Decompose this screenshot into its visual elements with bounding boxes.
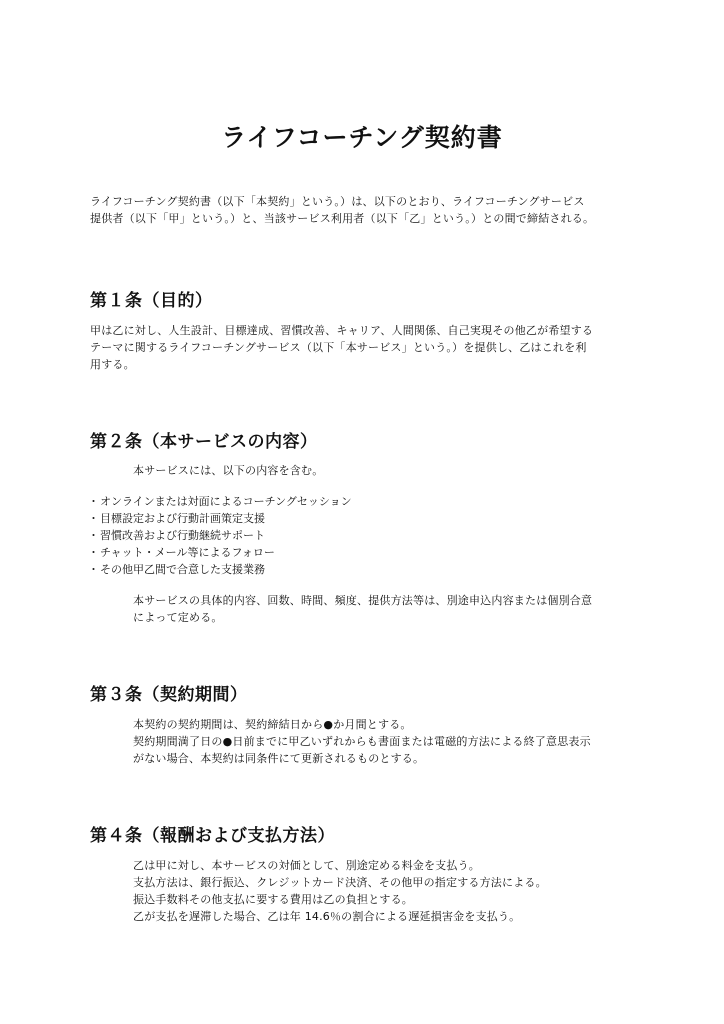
article-3-line: がない場合、本契約は同条件にて更新されるものとする。 [133, 752, 425, 765]
document-title: ライフコーチング契約書 [221, 123, 503, 152]
article-4-heading: 第４条（報酬および支払方法） [90, 826, 335, 846]
article-1-line: 用する。 [90, 358, 135, 371]
list-item-text: その他甲乙間で合意した支援業務 [100, 563, 265, 576]
article-2-closing-line: 本サービスの具体的内容、回数、時間、頻度、提供方法等は、別途申込内容または個別合意 [133, 594, 593, 607]
article-4-line: 振込手数料その他支払に要する費用は乙の負担とする。 [133, 893, 413, 906]
list-item-text: チャット・メール等によるフォロー [100, 546, 275, 559]
intro-line: 提供者（以下「甲」という。）と、当該サービス利用者（以下「乙」という。）との間で締結される。 [90, 212, 595, 225]
list-item [88, 493, 352, 510]
list-item-text: 習慣改善および行動継続サポート [100, 529, 265, 542]
list-item [88, 527, 352, 544]
list-item [88, 544, 352, 561]
article-4-line: 乙が支払を遅滞した場合、乙は年 14.6％の割合による遅延損害金を支払う。 [133, 910, 521, 923]
intro-paragraph [90, 193, 650, 227]
article-4-body [133, 857, 547, 925]
list-item [88, 510, 352, 527]
bullet-marker: ・ [88, 512, 99, 525]
article-1-heading: 第１条（目的） [90, 291, 213, 311]
bullet-marker: ・ [88, 546, 99, 559]
article-2-lead-line: 本サービスには、以下の内容を含む。 [133, 464, 324, 477]
article-2-heading: 第２条（本サービスの内容） [90, 432, 318, 452]
bullet-marker: ・ [88, 495, 99, 508]
article-2-closing [133, 592, 592, 626]
list-item-text: 目標設定および行動計画策定支援 [100, 512, 265, 525]
intro-line: ライフコーチング契約書（以下「本契約」という。）は、以下のとおり、ライフコーチングサービス [90, 195, 585, 208]
article-1-line: 甲は乙に対し、人生設計、目標達成、習慣改善、キャリア、人間関係、自己実現その他乙が希望する [90, 324, 594, 337]
article-3-heading: 第３条（契約期間） [90, 685, 248, 705]
article-4-line: 支払方法は、銀行振込、クレジットカード決済、その他甲の指定する方法による。 [133, 876, 547, 889]
bullet-marker: ・ [88, 563, 99, 576]
article-3-body [133, 716, 591, 767]
article-4-line: 乙は甲に対し、本サービスの対価として、別途定める料金を支払う。 [133, 859, 480, 872]
service-content-list [88, 493, 352, 578]
article-1-body [90, 322, 593, 373]
list-item [88, 561, 352, 578]
article-1-line: テーマに関するライフコーチングサービス（以下「本サービス」という。）を提供し、乙はこれを利 [90, 341, 587, 354]
bullet-marker: ・ [88, 529, 99, 542]
article-3-line: 本契約の契約期間は、契約締結日から●か月間とする。 [133, 718, 412, 731]
list-item-text: オンラインまたは対面によるコーチングセッション [100, 495, 352, 508]
article-2-closing-line: によって定める。 [133, 611, 223, 624]
article-3-line: 契約期間満了日の●日前までに甲乙いずれからも書面または電磁的方法による終了意思表示 [133, 735, 591, 748]
article-2-lead [133, 462, 323, 479]
